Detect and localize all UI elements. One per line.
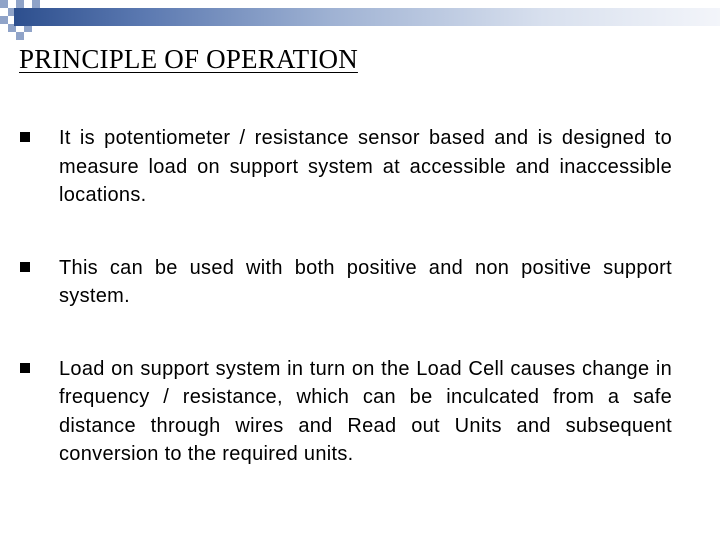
square-bullet-icon [20,262,30,272]
bullet-text: It is potentiometer / resistance sensor based and is designed to measure load on support system at accessible and inaccessible locations. [59,127,672,206]
bullet-item [20,254,672,311]
slide-title: PRINCIPLE OF OPERATION [19,44,358,74]
square-bullet-icon [20,363,30,373]
bullet-item [20,355,672,469]
square-bullet-icon [20,132,30,142]
bullet-item [20,124,672,210]
bullet-text: Load on support system in turn on the Load Cell causes change in frequency / resistance, which can be inculcated from a safe distance through wires and Read out Units and subsequent conversion to the required units. [59,357,672,465]
bullet-list [20,124,672,469]
header-decoration [0,0,720,40]
bullet-text: This can be used with both positive and non positive support system. [59,256,672,307]
gradient-strip [14,8,720,26]
